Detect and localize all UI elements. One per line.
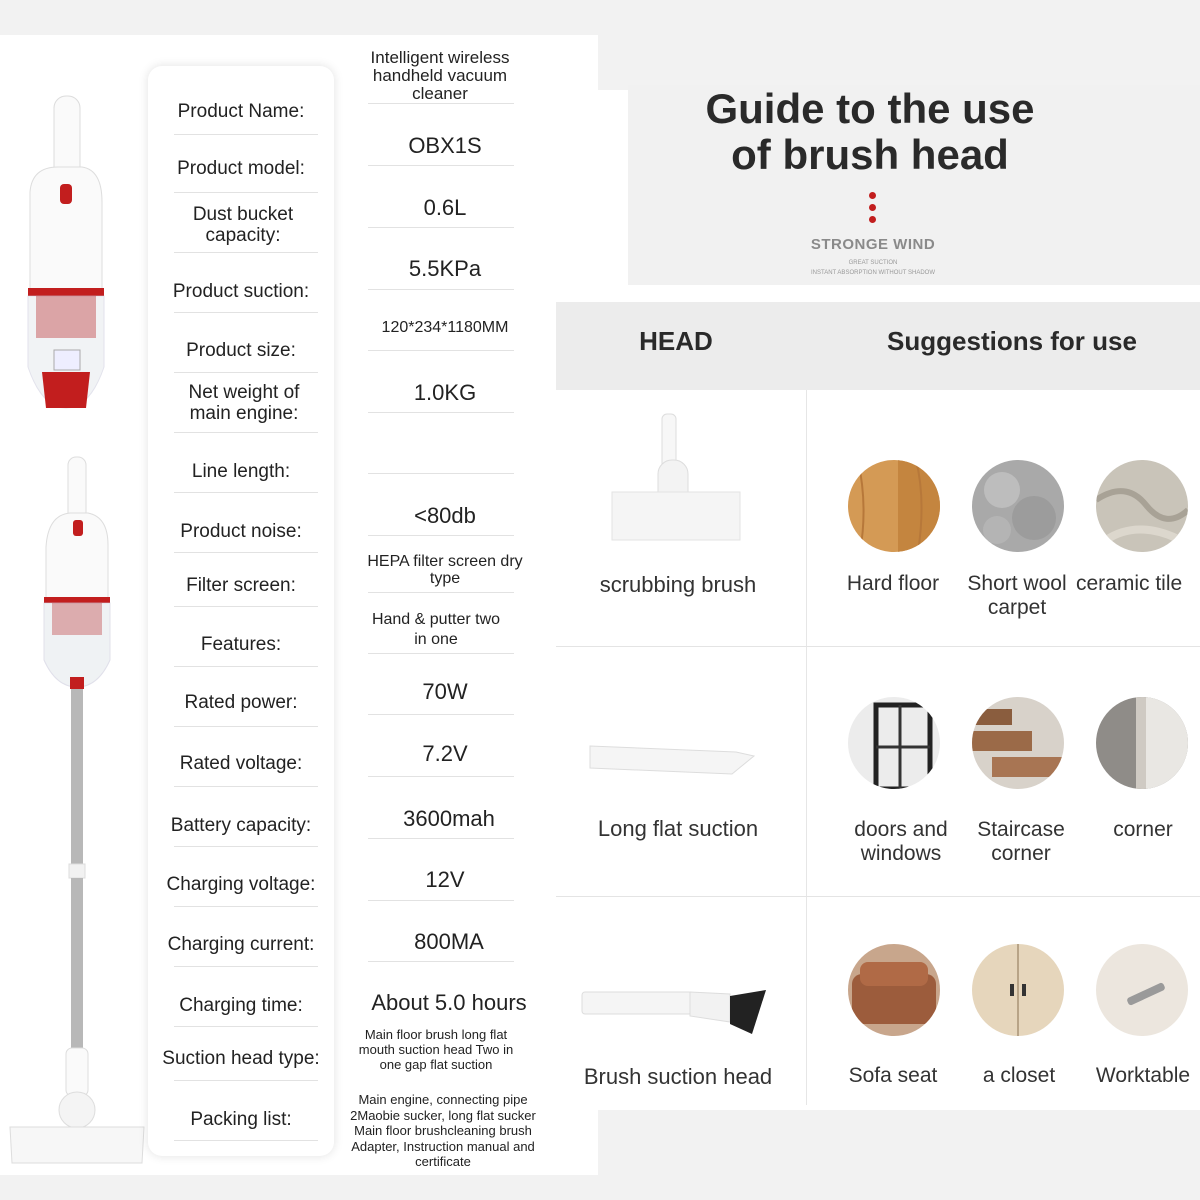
- spec-value-suction-head: Main floor brush long flat mouth suction head Two in one gap flat suction: [358, 1027, 514, 1072]
- spec-label-noise: Product noise:: [180, 521, 302, 542]
- value-divider: [368, 961, 514, 962]
- spec-value-net-weight: 1.0KG: [413, 380, 477, 405]
- surface-label-ceramic-tile: ceramic tile: [1076, 572, 1183, 595]
- surface-label-short-wool-carpet: Short wool carpet: [967, 572, 1067, 619]
- label-divider: [174, 726, 318, 727]
- value-divider: [368, 592, 514, 593]
- label-divider: [174, 666, 318, 667]
- label-divider: [174, 252, 318, 253]
- red-dot: [869, 192, 876, 199]
- guide-title-line2: of brush head: [731, 131, 1009, 178]
- spec-value-noise: <80db: [414, 503, 476, 528]
- value-divider: [368, 103, 514, 104]
- corner-icon: [1096, 697, 1188, 789]
- label-divider: [174, 786, 318, 787]
- carpet-icon: [972, 460, 1064, 552]
- surface-label-staircase-corner: Staircase corner: [977, 818, 1065, 865]
- closet-icon: [972, 944, 1064, 1036]
- surface-label-corner: corner: [1113, 818, 1173, 841]
- guide-title-line1: Guide to the use: [705, 85, 1035, 132]
- stairs-icon: [972, 697, 1064, 789]
- row-divider: [556, 896, 1200, 897]
- surface-label-hard-floor: Hard floor: [846, 572, 940, 595]
- handheld-vacuum-image: [20, 92, 115, 412]
- spec-label-charging-current: Charging current:: [167, 934, 315, 955]
- spec-value-features: Hand & putter two in one: [371, 611, 501, 648]
- label-divider: [174, 906, 318, 907]
- label-divider: [174, 552, 318, 553]
- red-dot: [869, 204, 876, 211]
- head-name-long-flat-suction: Long flat suction: [597, 816, 759, 841]
- label-divider: [174, 192, 318, 193]
- stick-vacuum-image: [8, 455, 148, 1167]
- column-header-suggestions: Suggestions for use: [887, 326, 1137, 356]
- spec-value-suction: 5.5KPa: [408, 256, 482, 281]
- tile-icon: [1096, 460, 1188, 552]
- spec-value-charging-current: 800MA: [414, 929, 484, 954]
- spec-label-size: Product size:: [186, 340, 296, 361]
- surface-label-sofa-seat: Sofa seat: [848, 1064, 938, 1087]
- brush-suction-head-image: [580, 990, 770, 1036]
- scrubbing-brush-image: [610, 412, 742, 542]
- value-divider: [368, 838, 514, 839]
- guide-title: [640, 86, 1100, 178]
- spec-value-product-model: OBX1S: [408, 133, 482, 158]
- spec-label-net-weight: Net weight of main engine:: [188, 382, 300, 424]
- label-divider: [174, 606, 318, 607]
- label-divider: [174, 134, 318, 135]
- value-divider: [368, 653, 514, 654]
- spec-value-rated-power: 70W: [422, 679, 468, 704]
- brand-tagline: INSTANT ABSORPTION WITHOUT SHADOW: [810, 270, 935, 276]
- value-divider: [368, 350, 514, 351]
- value-divider: [368, 165, 514, 166]
- surface-label-worktable: Worktable: [1095, 1064, 1191, 1087]
- red-dot: [869, 216, 876, 223]
- worktable-icon: [1096, 944, 1188, 1036]
- spec-label-packing: Packing list:: [190, 1109, 292, 1130]
- label-divider: [174, 1080, 318, 1081]
- value-divider: [368, 714, 514, 715]
- spec-label-filter: Filter screen:: [186, 575, 296, 596]
- value-divider: [368, 535, 514, 536]
- surface-label-closet: a closet: [982, 1064, 1056, 1087]
- head-name-brush-suction-head: Brush suction head: [583, 1064, 773, 1089]
- spec-value-charging-time: About 5.0 hours: [371, 990, 527, 1015]
- spec-label-battery: Battery capacity:: [170, 815, 312, 836]
- window-icon: [848, 697, 940, 789]
- label-divider: [174, 312, 318, 313]
- label-divider: [174, 492, 318, 493]
- spec-label-suction: Product suction:: [172, 281, 310, 302]
- spec-label-charging-voltage: Charging voltage:: [166, 874, 316, 895]
- surface-label-doors-windows: doors and windows: [854, 818, 948, 865]
- label-divider: [174, 372, 318, 373]
- value-divider: [368, 776, 514, 777]
- spec-value-dust-bucket: 0.6L: [423, 195, 467, 220]
- spec-value-size: 120*234*1180MM: [381, 319, 509, 336]
- long-flat-suction-image: [586, 742, 756, 776]
- label-divider: [174, 1026, 318, 1027]
- spec-value-filter: HEPA filter screen dry type: [367, 553, 523, 587]
- brand-name: STRONGE WIND: [810, 236, 936, 253]
- spec-value-packing: Main engine, connecting pipe 2Maobie sucker, long flat sucker Main floor brushcleaning brush Adapter, Instruction manual and certificate: [350, 1092, 536, 1169]
- label-divider: [174, 846, 318, 847]
- label-divider: [174, 966, 318, 967]
- spec-label-features: Features:: [200, 634, 282, 655]
- value-divider: [368, 227, 514, 228]
- head-name-scrubbing-brush: scrubbing brush: [599, 572, 757, 597]
- row-divider: [556, 646, 1200, 647]
- value-divider: [368, 412, 514, 413]
- label-divider: [174, 432, 318, 433]
- spec-value-product-name: Intelligent wireless handheld vacuum cleaner: [370, 48, 510, 103]
- spec-value-battery: 3600mah: [403, 806, 495, 831]
- sofa-icon: [848, 944, 940, 1036]
- spec-label-suction-head: Suction head type:: [162, 1048, 320, 1069]
- spec-label-line-length: Line length:: [191, 461, 291, 482]
- value-divider: [368, 289, 514, 290]
- spec-value-charging-voltage: 12V: [425, 867, 465, 892]
- spec-label-product-name: Product Name:: [177, 101, 305, 122]
- wood-floor-icon: [848, 460, 940, 552]
- column-header-head: HEAD: [639, 326, 713, 356]
- value-divider: [368, 473, 514, 474]
- spec-label-charging-time: Charging time:: [179, 995, 303, 1016]
- brand-subtitle: GREAT SUCTION: [848, 260, 898, 266]
- column-divider: [806, 390, 807, 1105]
- spec-label-rated-voltage: Rated voltage:: [179, 753, 303, 774]
- label-divider: [174, 1140, 318, 1141]
- spec-value-rated-voltage: 7.2V: [422, 741, 468, 766]
- spec-label-rated-power: Rated power:: [184, 692, 298, 713]
- spec-label-dust-bucket: Dust bucket capacity:: [192, 204, 294, 246]
- spec-label-product-model: Product model:: [177, 158, 305, 179]
- value-divider: [368, 900, 514, 901]
